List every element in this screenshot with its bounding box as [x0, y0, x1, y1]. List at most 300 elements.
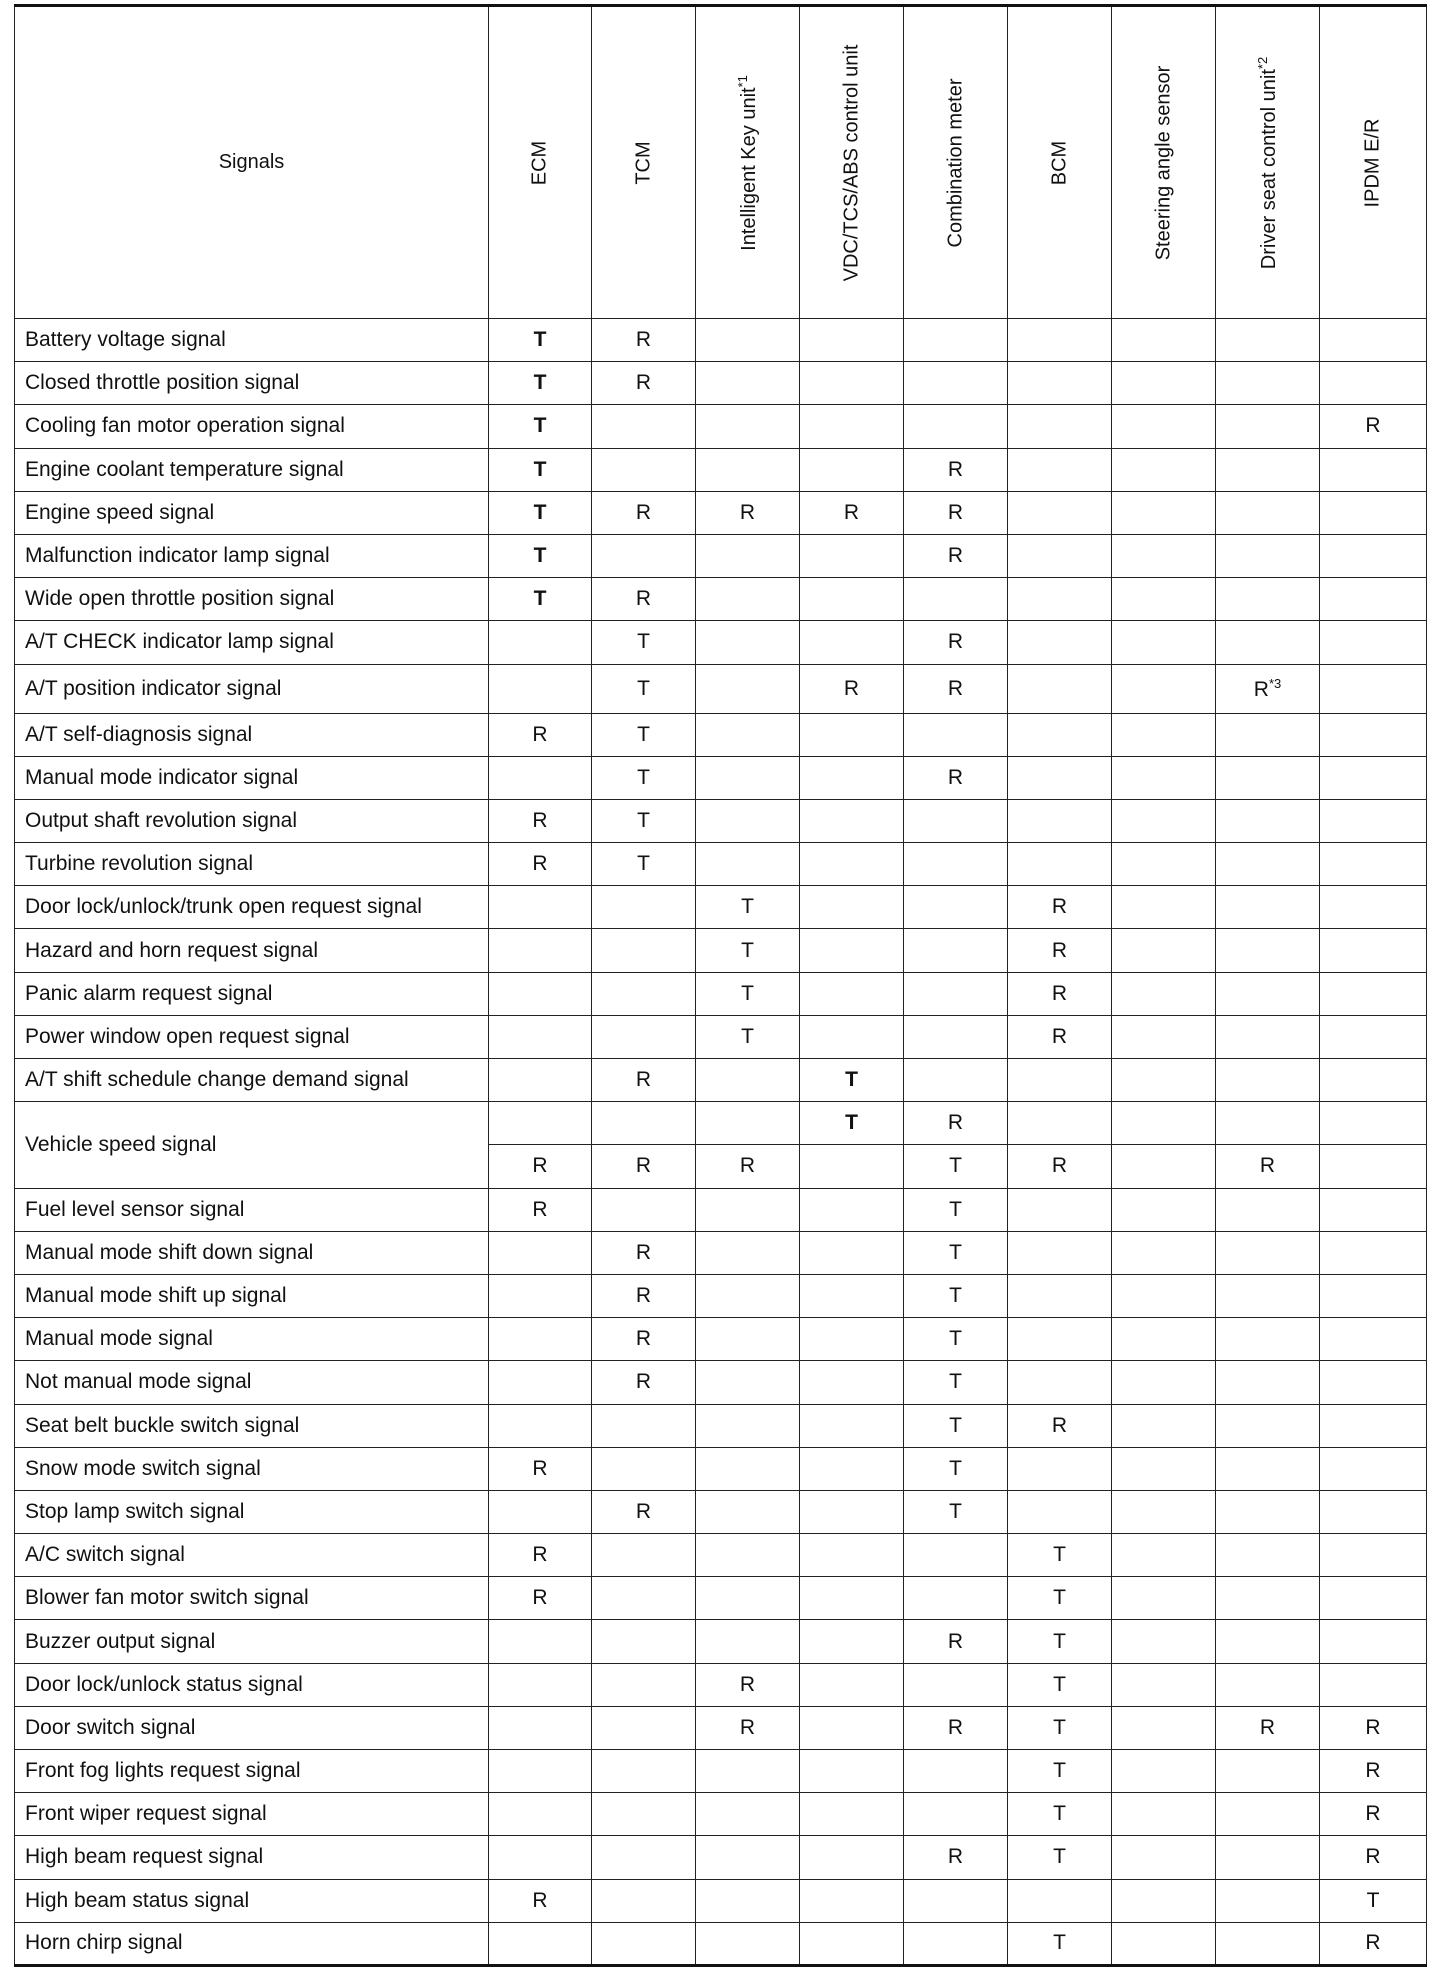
- matrix-cell: [1008, 621, 1112, 664]
- tr-mark: T: [949, 1499, 962, 1523]
- matrix-cell: [1320, 1620, 1427, 1663]
- matrix-cell: [592, 1706, 696, 1749]
- matrix-cell: [800, 578, 904, 621]
- table-row: [15, 1015, 1427, 1058]
- matrix-cell: [489, 713, 592, 756]
- matrix-cell: [592, 1577, 696, 1620]
- matrix-cell: [696, 1663, 800, 1706]
- tr-mark: R: [1365, 1759, 1381, 1783]
- matrix-cell: [592, 1361, 696, 1404]
- matrix-cell: [1216, 799, 1320, 842]
- module-header-label: [1048, 140, 1071, 184]
- matrix-cell: [1216, 1620, 1320, 1663]
- matrix-cell: [489, 534, 592, 577]
- table-row: [15, 1274, 1427, 1317]
- matrix-cell: [1008, 1274, 1112, 1317]
- matrix-cell: [696, 713, 800, 756]
- tr-mark: $R^{*3}$: [1253, 675, 1282, 701]
- matrix-cell: [489, 1274, 592, 1317]
- matrix-cell: [1008, 1490, 1112, 1533]
- signal-name: Closed throttle position signal: [15, 362, 489, 405]
- matrix-cell: [1112, 1534, 1216, 1577]
- matrix-cell: [1112, 319, 1216, 362]
- matrix-cell: [1320, 1188, 1427, 1231]
- matrix-cell: [904, 886, 1008, 929]
- matrix-cell: [489, 1706, 592, 1749]
- matrix-cell: [1216, 1274, 1320, 1317]
- matrix-cell: [592, 1879, 696, 1922]
- table-row: [15, 578, 1427, 621]
- matrix-cell: [1112, 1188, 1216, 1231]
- matrix-cell: [1320, 1274, 1427, 1317]
- tr-mark: R: [532, 1154, 548, 1178]
- matrix-cell: [800, 886, 904, 929]
- matrix-cell: [1216, 1145, 1320, 1188]
- matrix-cell: [489, 1361, 592, 1404]
- matrix-cell: [696, 1188, 800, 1231]
- table-row: [15, 405, 1427, 448]
- matrix-cell: [489, 886, 592, 929]
- footnote-marker: *1: [734, 74, 750, 87]
- signal-name: Door lock/unlock status signal: [15, 1663, 489, 1706]
- signal-name: Not manual mode signal: [15, 1361, 489, 1404]
- matrix-cell: [696, 405, 800, 448]
- signal-name: Buzzer output signal: [15, 1620, 489, 1663]
- tr-mark: R: [739, 500, 756, 524]
- signal-name: A/T shift schedule change demand signal: [15, 1059, 489, 1102]
- matrix-cell: [489, 405, 592, 448]
- matrix-cell: [696, 1490, 800, 1533]
- matrix-cell: [1216, 621, 1320, 664]
- header-row: [15, 6, 1427, 319]
- matrix-cell: [904, 1879, 1008, 1922]
- matrix-cell: [800, 929, 904, 972]
- matrix-cell: [1008, 405, 1112, 448]
- matrix-cell: [1008, 1404, 1112, 1447]
- matrix-cell: [904, 929, 1008, 972]
- tr-mark: R: [947, 500, 964, 524]
- matrix-cell: [1216, 1015, 1320, 1058]
- matrix-cell: [800, 1706, 904, 1749]
- tr-mark: R: [739, 1154, 756, 1178]
- matrix-cell: [592, 405, 696, 448]
- module-header-steering-angle-sensor: [1112, 6, 1216, 319]
- matrix-cell: [904, 1318, 1008, 1361]
- matrix-cell: [696, 756, 800, 799]
- matrix-cell: [1112, 1447, 1216, 1490]
- matrix-cell: [800, 362, 904, 405]
- table-row: [15, 1447, 1427, 1490]
- matrix-cell: [1112, 362, 1216, 405]
- signal-name: Engine coolant temperature signal: [15, 448, 489, 491]
- table-row: [15, 1879, 1427, 1922]
- tr-mark: R: [1259, 1154, 1276, 1178]
- tr-mark: T: [949, 1197, 962, 1221]
- matrix-cell: [1112, 929, 1216, 972]
- matrix-cell: [1008, 664, 1112, 713]
- matrix-cell: [489, 1577, 592, 1620]
- tr-mark: T: [1053, 1629, 1066, 1653]
- matrix-cell: [1008, 756, 1112, 799]
- matrix-cell: [1008, 1102, 1112, 1145]
- tr-mark: T: [533, 414, 547, 438]
- tr-mark: T: [1053, 1586, 1066, 1610]
- signal-table-sheet: [14, 4, 1426, 1967]
- matrix-cell: [592, 1663, 696, 1706]
- matrix-cell: [1008, 578, 1112, 621]
- matrix-cell: [800, 1447, 904, 1490]
- matrix-cell: [904, 972, 1008, 1015]
- matrix-cell: [592, 448, 696, 491]
- matrix-cell: [489, 1447, 592, 1490]
- tr-mark: R: [532, 1197, 548, 1221]
- matrix-cell: [1320, 319, 1427, 362]
- tr-mark: T: [637, 765, 650, 789]
- tr-mark: R: [1365, 1845, 1381, 1869]
- tr-mark: T: [1053, 1845, 1066, 1869]
- matrix-cell: [904, 1836, 1008, 1879]
- matrix-cell: [1216, 1836, 1320, 1879]
- matrix-cell: [1216, 448, 1320, 491]
- matrix-cell: [1008, 1447, 1112, 1490]
- module-name: VDC/TCS/ABS control unit: [840, 44, 862, 281]
- signal-name: Stop lamp switch signal: [15, 1490, 489, 1533]
- table-row: [15, 1318, 1427, 1361]
- matrix-cell: [1008, 1231, 1112, 1274]
- matrix-cell: [489, 1620, 592, 1663]
- tr-mark: T: [741, 981, 754, 1005]
- matrix-cell: [1216, 1750, 1320, 1793]
- matrix-cell: [904, 1274, 1008, 1317]
- matrix-cell: [1112, 1793, 1216, 1836]
- table-row: [15, 972, 1427, 1015]
- table-row: [15, 799, 1427, 842]
- matrix-cell: [1216, 405, 1320, 448]
- matrix-cell: [592, 534, 696, 577]
- matrix-cell: [1320, 448, 1427, 491]
- matrix-cell: [696, 1274, 800, 1317]
- tr-mark: T: [533, 457, 547, 481]
- matrix-cell: [489, 491, 592, 534]
- matrix-cell: [1112, 972, 1216, 1015]
- matrix-cell: [1216, 972, 1320, 1015]
- tr-mark: R: [739, 1672, 756, 1696]
- matrix-cell: [1008, 972, 1112, 1015]
- signal-name: Manual mode shift down signal: [15, 1231, 489, 1274]
- matrix-cell: [489, 1015, 592, 1058]
- matrix-cell: [904, 621, 1008, 664]
- module-header-bcm: [1008, 6, 1112, 319]
- matrix-cell: [800, 1750, 904, 1793]
- matrix-cell: [1112, 799, 1216, 842]
- tr-mark: R: [532, 852, 548, 876]
- module-header-label: [1152, 65, 1175, 260]
- matrix-cell: [489, 1059, 592, 1102]
- matrix-cell: [696, 491, 800, 534]
- matrix-cell: [800, 1015, 904, 1058]
- matrix-cell: [592, 1188, 696, 1231]
- matrix-cell: [904, 664, 1008, 713]
- matrix-cell: [800, 1404, 904, 1447]
- matrix-cell: [1320, 1059, 1427, 1102]
- matrix-cell: [489, 1663, 592, 1706]
- matrix-cell: [800, 1879, 904, 1922]
- matrix-cell: [1112, 1706, 1216, 1749]
- module-name: Intelligent Key unit: [737, 86, 760, 251]
- signal-name: Turbine revolution signal: [15, 843, 489, 886]
- matrix-cell: [1320, 886, 1427, 929]
- matrix-cell: [696, 1447, 800, 1490]
- matrix-cell: [696, 1231, 800, 1274]
- tr-mark: T: [533, 587, 547, 611]
- table-row: [15, 886, 1427, 929]
- matrix-cell: [1320, 972, 1427, 1015]
- matrix-cell: [489, 362, 592, 405]
- matrix-cell: [696, 843, 800, 886]
- matrix-cell: [489, 1836, 592, 1879]
- matrix-cell: [1112, 1318, 1216, 1361]
- tr-mark: T: [741, 895, 754, 919]
- module-header-label: [1362, 118, 1385, 207]
- matrix-cell: [1112, 1145, 1216, 1188]
- matrix-cell: [1008, 1361, 1112, 1404]
- table-row: [15, 362, 1427, 405]
- tr-mark: R: [635, 500, 652, 524]
- matrix-cell: [1320, 1102, 1427, 1145]
- signal-name: Door switch signal: [15, 1706, 489, 1749]
- matrix-cell: [696, 1534, 800, 1577]
- tr-mark: R: [947, 676, 964, 700]
- matrix-cell: [1008, 1879, 1112, 1922]
- matrix-cell: [696, 1102, 800, 1145]
- matrix-cell: [1008, 1015, 1112, 1058]
- matrix-cell: [1112, 448, 1216, 491]
- matrix-cell: [1216, 843, 1320, 886]
- tr-mark: R: [532, 1888, 548, 1912]
- matrix-cell: [1008, 448, 1112, 491]
- signal-name: Engine speed signal: [15, 491, 489, 534]
- matrix-cell: [696, 1361, 800, 1404]
- tr-mark: T: [1053, 1672, 1066, 1696]
- matrix-cell: [1112, 1922, 1216, 1965]
- matrix-cell: [1112, 713, 1216, 756]
- matrix-cell: [904, 1706, 1008, 1749]
- tr-mark: R: [635, 1499, 652, 1523]
- matrix-cell: [800, 799, 904, 842]
- matrix-cell: [904, 1620, 1008, 1663]
- matrix-cell: [696, 578, 800, 621]
- matrix-cell: [696, 1577, 800, 1620]
- table-row: [15, 1663, 1427, 1706]
- matrix-cell: [800, 972, 904, 1015]
- matrix-cell: [904, 405, 1008, 448]
- matrix-cell: [489, 1188, 592, 1231]
- matrix-cell: [1112, 621, 1216, 664]
- matrix-cell: [696, 621, 800, 664]
- matrix-cell: [592, 1922, 696, 1965]
- matrix-cell: [1008, 1663, 1112, 1706]
- tr-mark: T: [1053, 1543, 1066, 1567]
- signal-name: Snow mode switch signal: [15, 1447, 489, 1490]
- matrix-cell: [1216, 1102, 1320, 1145]
- matrix-cell: [1216, 1059, 1320, 1102]
- matrix-cell: [1216, 1706, 1320, 1749]
- matrix-cell: [489, 929, 592, 972]
- matrix-cell: [1216, 1361, 1320, 1404]
- matrix-cell: [696, 972, 800, 1015]
- matrix-cell: [800, 1231, 904, 1274]
- matrix-cell: [592, 886, 696, 929]
- matrix-cell: [1112, 843, 1216, 886]
- signal-name: Hazard and horn request signal: [15, 929, 489, 972]
- tr-mark: R: [947, 544, 964, 568]
- matrix-cell: [1320, 756, 1427, 799]
- table-row: [15, 448, 1427, 491]
- matrix-cell: [904, 1490, 1008, 1533]
- matrix-cell: [1216, 929, 1320, 972]
- matrix-cell: [904, 362, 1008, 405]
- matrix-cell: [1112, 491, 1216, 534]
- matrix-cell: [592, 491, 696, 534]
- matrix-cell: [1008, 491, 1112, 534]
- matrix-cell: [1216, 1922, 1320, 1965]
- tr-mark: R: [1365, 414, 1381, 438]
- matrix-cell: [800, 534, 904, 577]
- tr-mark: R: [739, 1715, 756, 1739]
- matrix-cell: [489, 799, 592, 842]
- matrix-cell: [904, 799, 1008, 842]
- tr-mark: R: [947, 1111, 964, 1135]
- matrix-cell: [904, 1750, 1008, 1793]
- table-row: [15, 1577, 1427, 1620]
- table-row: [15, 1361, 1427, 1404]
- matrix-cell: [696, 1620, 800, 1663]
- matrix-cell: [1216, 713, 1320, 756]
- matrix-cell: [904, 1447, 1008, 1490]
- tr-mark: R: [532, 1456, 548, 1480]
- tr-mark: R: [635, 371, 652, 395]
- footnote-marker: *2: [1254, 56, 1270, 69]
- matrix-cell: [1112, 1059, 1216, 1102]
- module-name: TCM: [632, 140, 654, 185]
- matrix-cell: [592, 1836, 696, 1879]
- matrix-cell: [800, 621, 904, 664]
- can-signal-table: [14, 4, 1427, 1967]
- matrix-cell: [1320, 1879, 1427, 1922]
- module-header-vdc-tcs-abs-control-unit: [800, 6, 904, 319]
- matrix-cell: [696, 319, 800, 362]
- tr-mark: T: [949, 1154, 962, 1178]
- matrix-cell: [1112, 1663, 1216, 1706]
- tr-mark: T: [741, 1024, 754, 1048]
- matrix-cell: [1216, 756, 1320, 799]
- tr-mark: R: [1259, 1715, 1276, 1739]
- matrix-cell: [1216, 1490, 1320, 1533]
- footnote-marker: *3: [1268, 675, 1282, 691]
- matrix-cell: [1008, 886, 1112, 929]
- matrix-cell: [1008, 713, 1112, 756]
- table-row: [15, 1231, 1427, 1274]
- matrix-cell: [696, 1404, 800, 1447]
- matrix-cell: [489, 1231, 592, 1274]
- signal-name: A/T position indicator signal: [15, 664, 489, 713]
- tr-mark: R: [635, 587, 652, 611]
- matrix-cell: [489, 1922, 592, 1965]
- signal-name: High beam request signal: [15, 1836, 489, 1879]
- matrix-cell: [904, 1404, 1008, 1447]
- tr-mark: R: [635, 328, 652, 352]
- matrix-cell: [904, 1231, 1008, 1274]
- tr-mark: T: [637, 630, 650, 654]
- matrix-cell: [592, 1318, 696, 1361]
- tr-mark: T: [637, 722, 650, 746]
- matrix-cell: [1112, 1231, 1216, 1274]
- matrix-cell: [1112, 1102, 1216, 1145]
- matrix-cell: [1320, 1015, 1427, 1058]
- module-header-ipdm-e-r: [1320, 6, 1427, 319]
- matrix-cell: [800, 1922, 904, 1965]
- matrix-cell: [800, 756, 904, 799]
- matrix-cell: [1320, 491, 1427, 534]
- table-row: [15, 1836, 1427, 1879]
- matrix-cell: [489, 578, 592, 621]
- matrix-cell: [1008, 799, 1112, 842]
- module-header-label: [632, 141, 655, 184]
- matrix-cell: [800, 1102, 904, 1145]
- matrix-cell: [489, 448, 592, 491]
- matrix-cell: [1320, 1231, 1427, 1274]
- matrix-cell: [1320, 1490, 1427, 1533]
- tr-mark: R: [635, 1240, 652, 1264]
- matrix-cell: [1008, 1793, 1112, 1836]
- matrix-cell: [904, 756, 1008, 799]
- matrix-cell: [489, 1534, 592, 1577]
- matrix-cell: [1320, 1534, 1427, 1577]
- table-row: [15, 713, 1427, 756]
- signal-name: Wide open throttle position signal: [15, 578, 489, 621]
- matrix-cell: [592, 1620, 696, 1663]
- signal-name: Front fog lights request signal: [15, 1750, 489, 1793]
- matrix-cell: [904, 1015, 1008, 1058]
- table-row: [15, 491, 1427, 534]
- signal-name: High beam status signal: [15, 1879, 489, 1922]
- matrix-cell: [904, 1793, 1008, 1836]
- tr-mark: R: [843, 500, 860, 524]
- matrix-cell: [800, 405, 904, 448]
- module-header-label: [944, 78, 967, 247]
- module-header-tcm: [592, 6, 696, 319]
- matrix-cell: [904, 1577, 1008, 1620]
- matrix-cell: [800, 448, 904, 491]
- matrix-cell: [592, 1750, 696, 1793]
- tr-mark: R: [947, 765, 964, 789]
- signal-name: Output shaft revolution signal: [15, 799, 489, 842]
- matrix-cell: [696, 929, 800, 972]
- matrix-cell: [1320, 1361, 1427, 1404]
- tr-mark: R: [532, 808, 548, 832]
- table-row: [15, 664, 1427, 713]
- matrix-cell: [696, 886, 800, 929]
- matrix-cell: [1320, 843, 1427, 886]
- matrix-cell: [489, 756, 592, 799]
- signals-column-header: Signals: [15, 6, 489, 319]
- tr-mark: R: [1365, 1931, 1381, 1955]
- matrix-cell: [1112, 578, 1216, 621]
- signal-name: Blower fan motor switch signal: [15, 1577, 489, 1620]
- tr-mark: R: [947, 457, 964, 481]
- tr-mark: T: [845, 1068, 858, 1092]
- table-row: [15, 621, 1427, 664]
